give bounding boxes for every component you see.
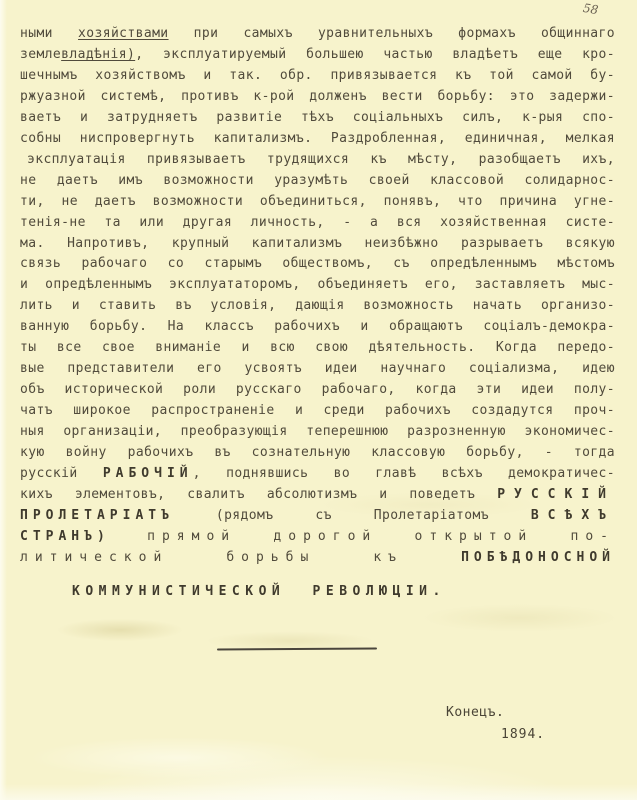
emphasized-caps: ВСѢХЪ bbox=[530, 507, 615, 523]
text-line: кую войну рабочихъ въ сознательную классовую борьбу, - тогда bbox=[20, 445, 615, 461]
line-segment: , эксплуатируемый большею частью владѣетъ еще кро- bbox=[135, 46, 615, 62]
line-segment: (рядомъ съ Пролетаріатомъ bbox=[173, 507, 531, 523]
text-line: ти, не даетъ возможности объединиться, понявъ, что причина угне- bbox=[20, 193, 615, 209]
text-line: ныя организаціи, преобразующія теперешнюю разрозненную экономичес- bbox=[20, 424, 615, 440]
text-line: тенія-не та или другая личность, - а вся хозяйственная систе- bbox=[20, 214, 615, 230]
emphasized-caps: ПРОЛЕТАРІАТЪ bbox=[20, 507, 174, 523]
text-line bbox=[20, 527, 615, 548]
text-line: связь рабочаго со старымъ обществомъ, съ опредѣленнымъ мѣстомъ bbox=[20, 256, 615, 272]
line-segment: русскій bbox=[20, 466, 103, 482]
underlined-word: хозяйствами bbox=[78, 26, 169, 41]
line-segment: при самыхъ уравнительныхъ формахъ общиннаго bbox=[168, 26, 615, 41]
text-line: лить и ставить въ условія, дающія возможность начать организо- bbox=[20, 298, 615, 314]
separator-rule bbox=[217, 647, 377, 650]
emphasized-caps: СТРАНЪ) bbox=[20, 528, 110, 544]
text-line: ма. Напротивъ, крупный капитализмъ неизбѣжно разрываетъ всякую bbox=[20, 235, 615, 251]
text-line: чатъ широкое распространеніе и среди рабочихъ создадутся проч- bbox=[20, 403, 615, 419]
emphasized-caps: ПОБѢДОНОСНОЙ bbox=[461, 549, 615, 565]
line-segment: ными bbox=[20, 26, 79, 41]
emphasized-caps: РАБОЧІЙ bbox=[102, 466, 193, 482]
underlined-word: владѣнія) bbox=[61, 46, 136, 62]
line-segment: литической борьбы къ bbox=[20, 549, 462, 565]
text-line bbox=[20, 548, 615, 569]
text-line: ваетъ и затрудняетъ развитіе тѣхъ соціальныхъ силъ, к-рыя спо- bbox=[20, 109, 615, 125]
line-segment: , поднявшись во главѣ всѣхъ демократичес- bbox=[192, 466, 615, 482]
text-line bbox=[20, 45, 615, 66]
body-text bbox=[20, 24, 615, 569]
line-segment: земле bbox=[20, 46, 62, 62]
handwritten-page-number: 58 bbox=[581, 0, 600, 18]
text-line: и опредѣленнымъ эксплуататоромъ, объединяетъ его, заставляетъ мыс- bbox=[20, 277, 615, 293]
text-line: собны ниспровергнуть капитализмъ. Раздробленная, единичная, мелкая bbox=[20, 130, 615, 146]
closing-heading: КОММУНИСТИЧЕСКОЙ РЕВОЛЮЦІИ. bbox=[72, 584, 446, 599]
text-line bbox=[20, 485, 615, 506]
year-label: 1894. bbox=[501, 727, 546, 742]
text-line bbox=[20, 464, 615, 485]
text-line: шечнымъ хозяйствомъ и так. обр. привязывается къ той самой бу- bbox=[20, 67, 615, 83]
text-line bbox=[20, 506, 615, 527]
text-line: эксплуатація привязываетъ трудящихся къ мѣсту, разобщаетъ ихъ, bbox=[27, 151, 615, 167]
line-segment: кихъ элементовъ, свалитъ абсолютизмъ и поведетъ bbox=[20, 486, 498, 502]
text-line: ванную борьбу. На классъ рабочихъ и обращаютъ соціалъ-демокра- bbox=[20, 319, 615, 335]
text-line: ржуазной системѣ, противъ к-рой долженъ вести борьбу: это задержи- bbox=[20, 88, 615, 104]
text-line: не даетъ имъ возможности уразумѣть своей классовой солидарнос- bbox=[20, 172, 615, 188]
text-line: вые представители его усвоятъ идеи научнаго соціализма, идею bbox=[20, 361, 615, 377]
end-label: Конецъ. bbox=[446, 705, 505, 720]
text-line: ты все свое вниманіе и всю свою дѣятельность. Когда передо- bbox=[20, 340, 615, 356]
emphasized-caps: РУССКІЙ bbox=[497, 486, 615, 502]
line-segment: прямой дорогой открытой по- bbox=[109, 528, 615, 544]
text-line bbox=[20, 24, 615, 45]
text-line: объ исторической роли русскаго рабочаго, когда эти идеи полу- bbox=[20, 382, 615, 398]
